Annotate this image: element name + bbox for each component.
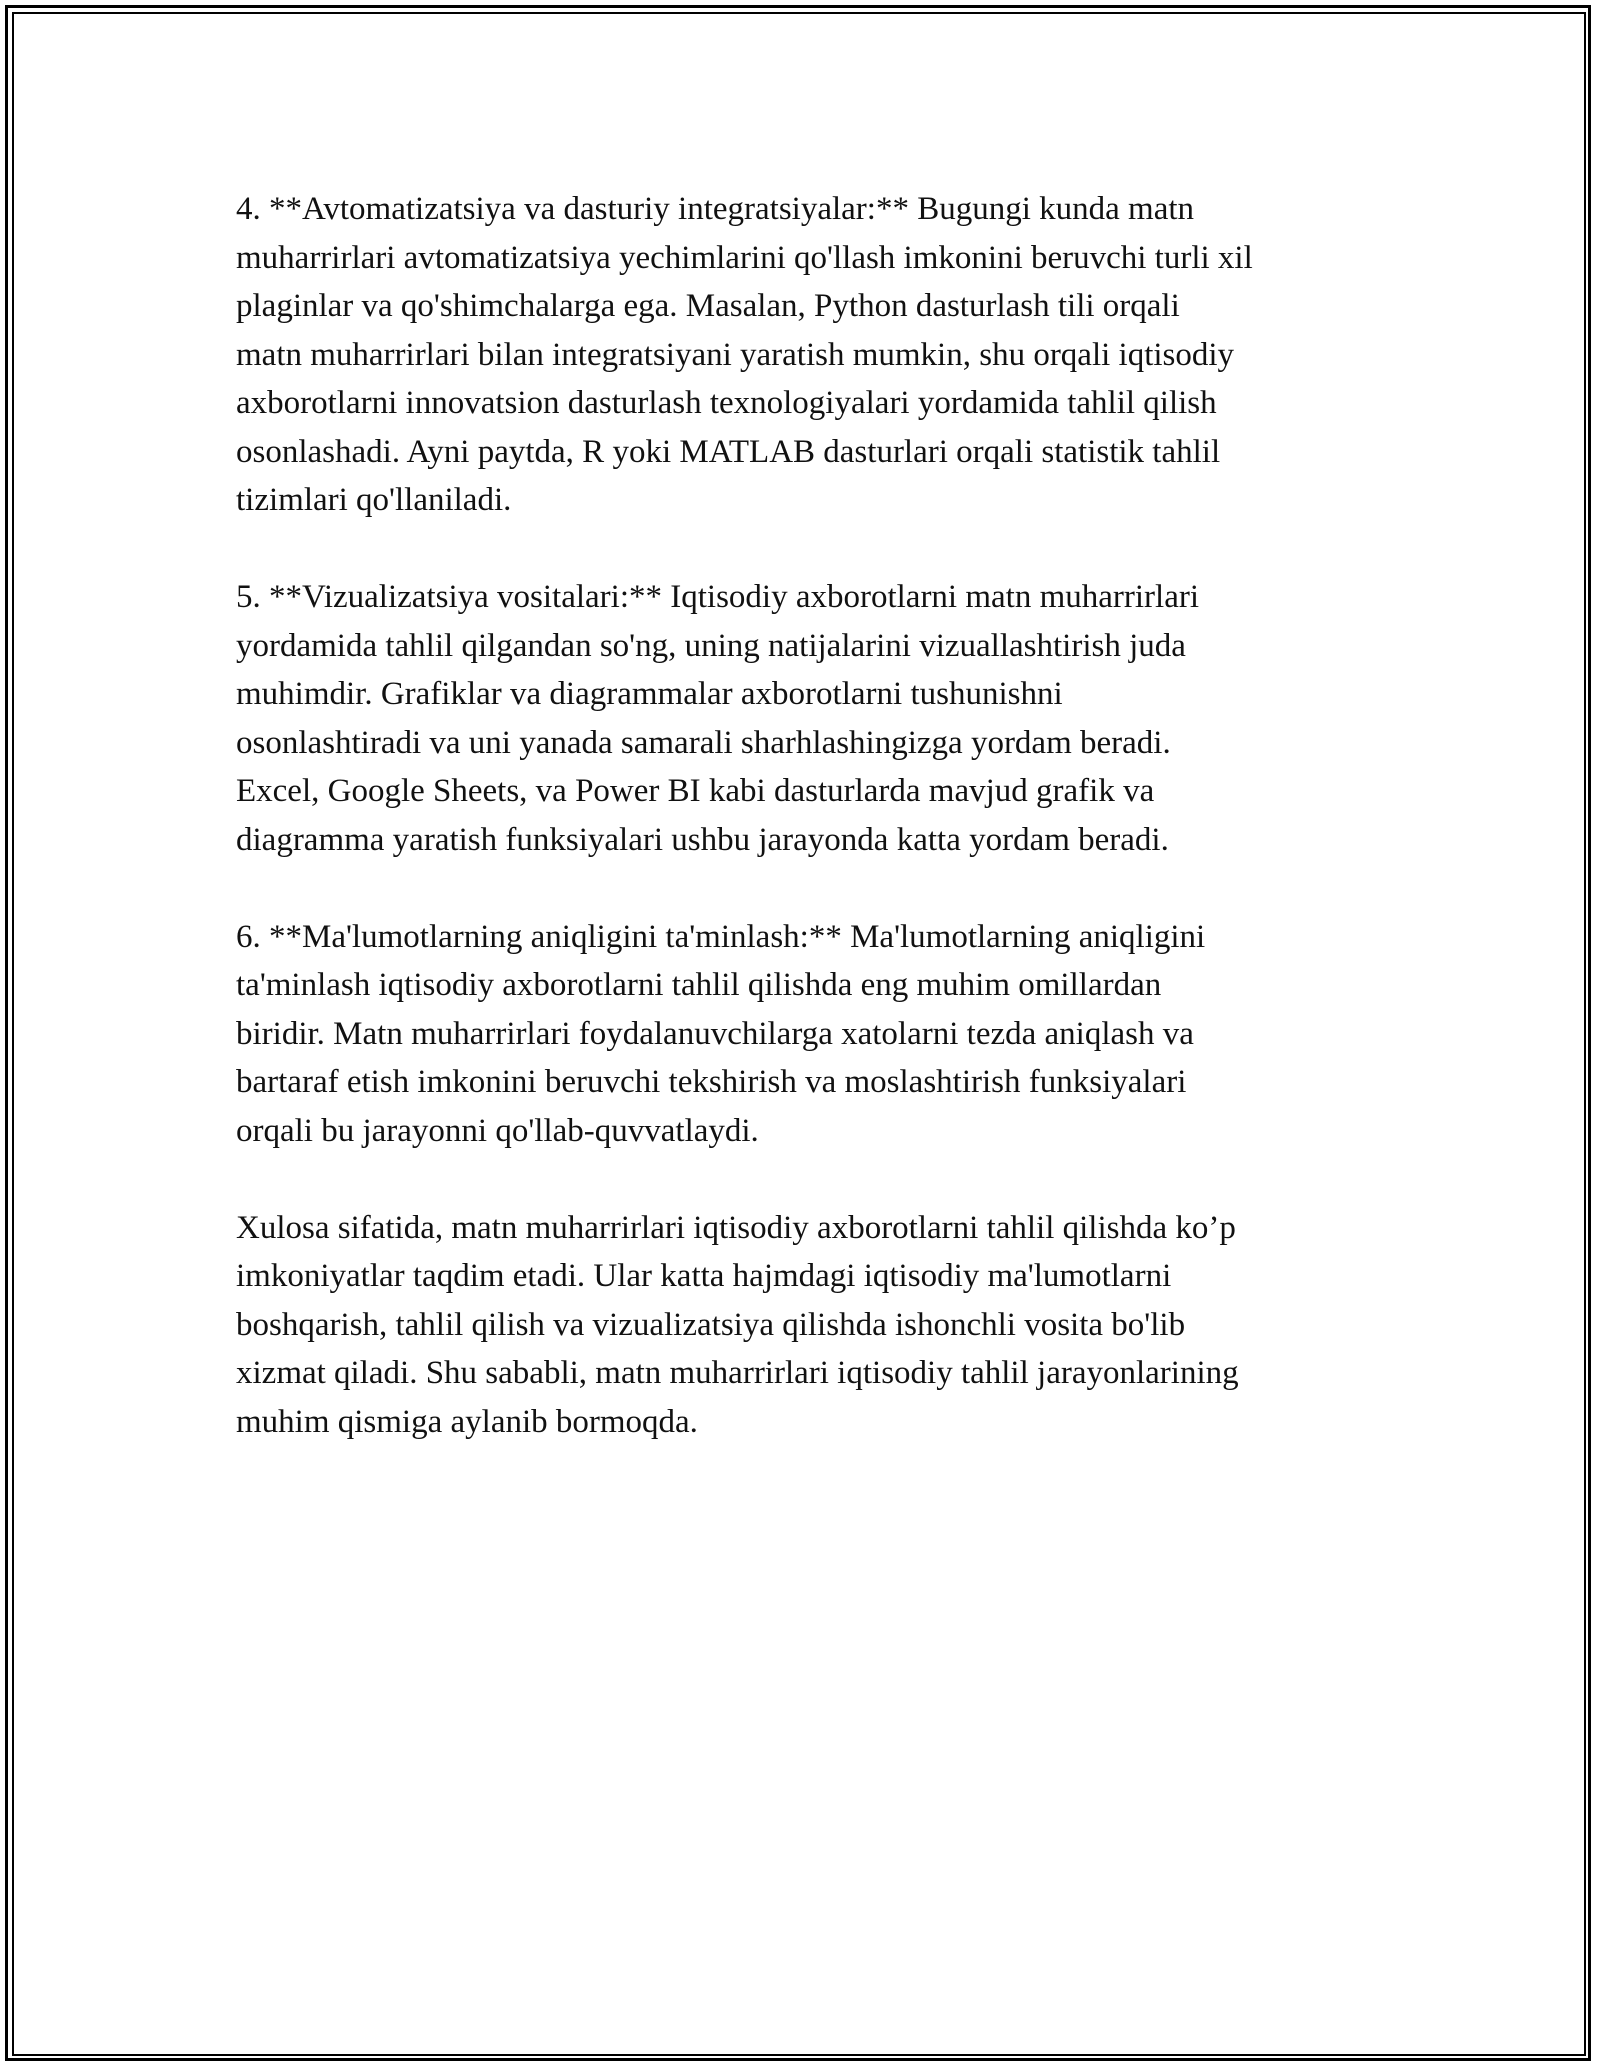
- text-line: axborotlarni innovatsion dasturlash texnologiyalari yordamida tahlil qilish: [236, 385, 1217, 421]
- paragraph-data-accuracy: [236, 913, 1376, 1156]
- paragraph-conclusion: [236, 1204, 1376, 1447]
- text-line: osonlashadi. Ayni paytda, R yoki MATLAB dasturlari orqali statistik tahlil: [236, 433, 1221, 470]
- text-line: orqali bu jarayonni qo'llab-quvvatlaydi.: [236, 1112, 759, 1149]
- text-line: Excel, Google Sheets, va Power BI kabi dasturlarda mavjud grafik va: [236, 773, 1155, 809]
- text-line: yordamida tahlil qilgandan so'ng, uning natijalarini vizuallashtirish juda: [236, 627, 1186, 664]
- text-line: boshqarish, tahlil qilish va vizualizatsiya qilishda ishonchli vosita bo'lib: [236, 1306, 1186, 1343]
- text-line: tizimlari qo'llaniladi.: [236, 482, 512, 518]
- text-line: osonlashtiradi va uni yanada samarali sharhlashingizga yordam beradi.: [236, 724, 1171, 761]
- text-line: xizmat qiladi. Shu sababli, matn muharrirlari iqtisodiy tahlil jarayonlarining: [236, 1355, 1239, 1391]
- text-line: 6. **Ma'lumotlarning aniqligini ta'minlash:** Ma'lumotlarning aniqligini: [236, 918, 1206, 955]
- text-line: plaginlar va qo'shimchalarga ega. Masalan, Python dasturlash tili orqali: [236, 288, 1180, 324]
- text-line: imkoniyatlar taqdim etadi. Ular katta hajmdagi iqtisodiy ma'lumotlarni: [236, 1258, 1172, 1294]
- text-line: diagramma yaratish funksiyalari ushbu jarayonda katta yordam beradi.: [236, 821, 1169, 858]
- text-line: muharrirlari avtomatizatsiya yechimlarini qo'llash imkonini beruvchi turli xil: [236, 239, 1253, 276]
- text-line: muhimdir. Grafiklar va diagrammalar axborotlarni tushunishni: [236, 676, 1063, 712]
- document-body: [236, 185, 1376, 1495]
- text-line: bartaraf etish imkonini beruvchi tekshirish va moslashtirish funksiyalari: [236, 1064, 1187, 1100]
- text-line: ta'minlash iqtisodiy axborotlarni tahlil qilishda eng muhim omillardan: [236, 967, 1162, 1003]
- text-line: biridir. Matn muharrirlari foydalanuvchilarga xatolarni tezda aniqlash va: [236, 1015, 1194, 1052]
- text-line: 4. **Avtomatizatsiya va dasturiy integratsiyalar:** Bugungi kunda matn: [236, 191, 1195, 227]
- text-line: muhim qismiga aylanib bormoqda.: [236, 1403, 698, 1440]
- paragraph-automation: [236, 185, 1376, 525]
- text-line: matn muharrirlari bilan integratsiyani yaratish mumkin, shu orqali iqtisodiy: [236, 336, 1235, 373]
- text-line: 5. **Vizualizatsiya vositalari:** Iqtisodiy axborotlarni matn muharrirlari: [236, 579, 1200, 615]
- text-line: Xulosa sifatida, matn muharrirlari iqtisodiy axborotlarni tahlil qilishda ko’p: [236, 1209, 1236, 1246]
- paragraph-visualization: [236, 573, 1376, 864]
